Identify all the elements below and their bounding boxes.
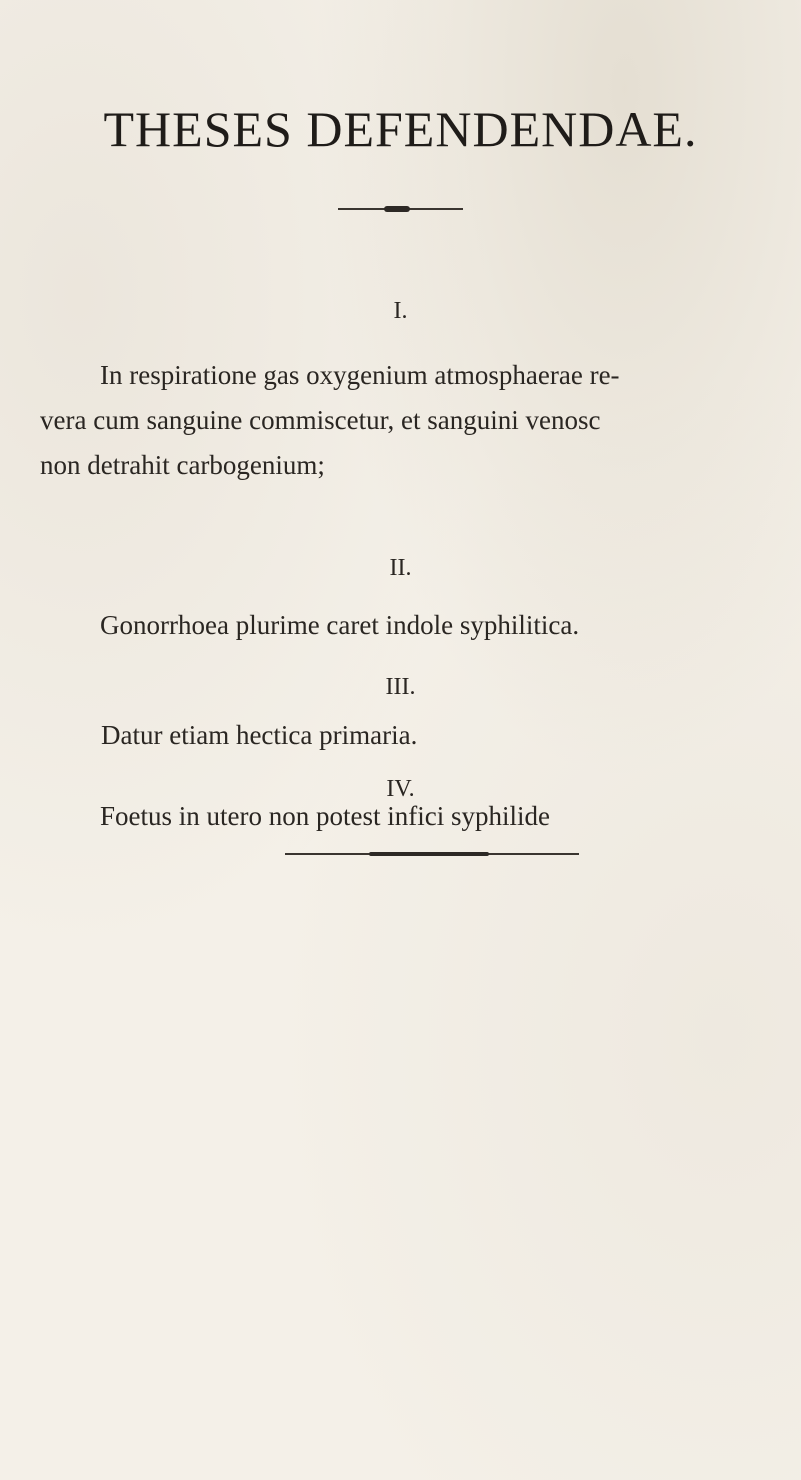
thesis-1-line-1: In respiratione gas oxygenium atmosphaerae re- xyxy=(100,360,620,390)
thesis-1-line-2: vera cum sanguine commiscetur, et sanguini venosc xyxy=(40,405,601,435)
top-divider xyxy=(338,208,463,210)
thesis-4-numeral: IV. xyxy=(386,776,415,802)
bottom-divider xyxy=(285,853,579,855)
document-title: THESES DEFENDENDAE. xyxy=(103,101,698,157)
thesis-1-line-3: non detrahit carbogenium; xyxy=(40,450,325,480)
thesis-4-line-1: Foetus in utero non potest infici syphilide xyxy=(100,801,550,831)
thesis-2-numeral: II. xyxy=(389,555,412,581)
thesis-3-numeral: III. xyxy=(385,674,416,700)
thesis-3-line-1: Datur etiam hectica primaria. xyxy=(101,720,418,750)
thesis-2-line-1: Gonorrhoea plurime caret indole syphilitica. xyxy=(100,610,580,640)
thesis-1-numeral: I. xyxy=(393,298,408,324)
